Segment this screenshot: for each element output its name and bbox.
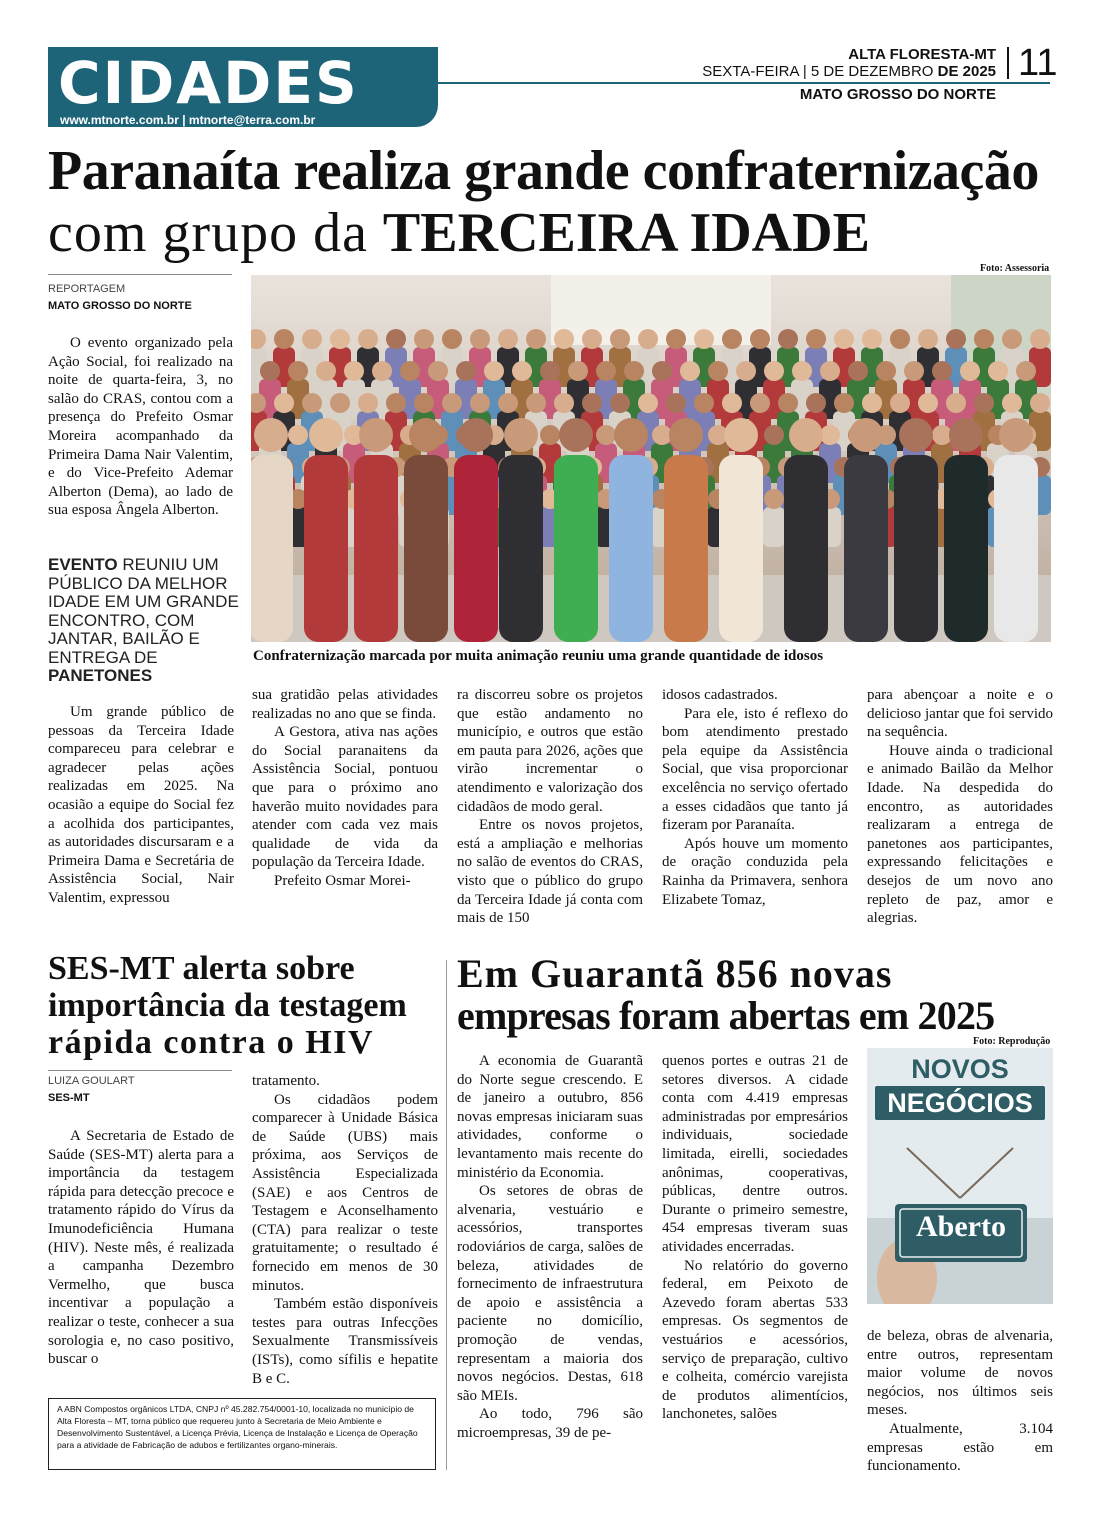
story1-group-photo xyxy=(251,275,1051,642)
story2-byline-label: LUIZA GOULART xyxy=(48,1075,135,1087)
headline-line-2 xyxy=(48,202,1058,264)
section-name: CIDADES xyxy=(58,49,359,117)
issue-year: DE 2025 xyxy=(937,63,996,80)
paragraph: ra discorreu sobre os projetos que estão andamento no município, e outros que estão em pauta para 2026, ações que virão incrementar o atendimento e valorização dos cidadãos de modo geral. xyxy=(457,687,643,815)
paragraph: de beleza, obras de alvenaria, entre outros, representam maior volume de novos negócios, nos últimos seis meses. xyxy=(867,1328,1053,1419)
sign-title xyxy=(867,1052,1053,1120)
story1-byline-name: MATO GROSSO DO NORTE xyxy=(48,300,192,312)
paragraph: Um grande público de pessoas da Terceira Idade compareceu para celebrar e agradecer pelas ações realizadas em 2025. Na ocasião a equipe do Social fez a acolhida dos participantes, as autoridades discursaram e a Primeira Dama e Secretária de Assistência Social, Nair Valentim, expressou xyxy=(48,704,234,906)
story1-pullquote xyxy=(48,556,248,686)
paragraph: Os cidadãos podem comparecer à Unidade Básica de Saúde (UBS) mais próxima, aos Serviços de Assistência Especializada (SAE) e aos Centros de Testagem e Aconselhamento (CTA) para realizar o teste gratuitamente; o resultado é fornecido em menos de 30 minutos. xyxy=(252,1091,438,1294)
byline-rule xyxy=(48,1070,232,1071)
story1-column-4 xyxy=(662,686,848,909)
sign-open-label: Aberto xyxy=(916,1210,1006,1243)
paragraph: Houve ainda o tradicional e animado Bailão da Melhor Idade. Na despedida do encontro, as autoridades realizaram a entrega de panetones aos participantes, expressando felicitações e desejos de um novo ano repleto de paz, amor e alegrias. xyxy=(867,742,1053,927)
paragraph: Prefeito Osmar Morei- xyxy=(274,872,411,889)
legal-notice: A ABN Compostos orgânicos LTDA, CNPJ nº 45.282.754/0001-10, localizada no município de Alta Floresta – MT, torna público que requereu junto à Secretaria de Meio Ambiente e Desenvolvimento Sustentável, a Licença Prévia, Licença de Instalação e Licença de Operação para a atividade de Fabricação de adubos e fertilizantes organo-minerais. xyxy=(48,1398,436,1470)
story2-headline xyxy=(48,950,443,1061)
column-divider xyxy=(446,960,447,1470)
story1-column-2 xyxy=(252,686,438,891)
paragraph: Após houve um momento de oração conduzida pela Rainha da Primavera, senhora Elizabete Tomaz, xyxy=(662,835,848,908)
issue-weekday-date: SEXTA-FEIRA | 5 DE DEZEMBRO xyxy=(702,63,934,80)
story1-headline xyxy=(48,140,1058,264)
header-rule xyxy=(438,82,1050,84)
story1-column-5 xyxy=(867,686,1053,928)
paragraph: sua gratidão pelas atividades realizadas no ano que se finda. xyxy=(252,687,438,722)
paragraph: A Gestora, ativa nas ações do Social paranaitens da Assistência Social, pontuou que para o próximo ano haverão muito novidades para atender com cada vez mais qualidade de vida da população da Terceira Idade. xyxy=(252,724,438,871)
story1-photo-credit: Foto: Assessoria xyxy=(980,263,1050,274)
story3-column-3 xyxy=(867,1327,1053,1476)
paragraph: idosos cadastrados. xyxy=(662,687,778,703)
byline-rule xyxy=(48,274,232,275)
paragraph: Entre os novos projetos, está a ampliação e melhorias no salão de eventos do CRAS, visto que o público do grupo da Terceira Idade já conta com mais de 150 xyxy=(457,817,643,927)
paragraph: Ao todo, 796 são microempresas, 39 de pe- xyxy=(457,1406,643,1441)
paragraph: Também estão disponíveis testes para outras Infecções Sexualmente Transmissíveis (ISTs), como sífilis e hepatite B e C. xyxy=(252,1296,438,1387)
pullquote-text: REUNIU UM PÚBLICO DA MELHOR IDADE EM UM GRANDE ENCONTRO, COM JANTAR, BAILÃO E ENTREGA DE xyxy=(48,555,239,667)
story2-headline-line-1: SES-MT alerta sobre xyxy=(48,950,355,987)
story3-headline xyxy=(457,953,1057,1037)
story3-column-1 xyxy=(457,1052,643,1442)
sign-title-line-2: NEGÓCIOS xyxy=(875,1086,1045,1120)
city-label: ALTA FLORESTA-MT xyxy=(848,46,996,63)
page-number: 11 xyxy=(1018,42,1058,84)
publisher-name: MATO GROSSO DO NORTE xyxy=(799,86,996,103)
story2-headline-line-3: rápida contra o HIV xyxy=(48,1024,374,1061)
story1-lead xyxy=(48,334,233,520)
page-separator xyxy=(1007,47,1009,79)
story1-photo-caption: Confraternização marcada por muita animação reuniu uma grande quantidade de idosos xyxy=(253,648,824,664)
paragraph: para abençoar a noite e o delicioso jantar que foi servido na sequência. xyxy=(867,687,1053,741)
paragraph: quenos portes e outras 21 de setores diversos. A cidade conta com 4.419 empresas administradas por empresários individuais, sociedade limitada, eirelli, sociedades anônimas, cooperativas, públicas, dentre outros. Durante o primeiro semestre, 454 empresas tiveram suas atividades encerradas. xyxy=(662,1053,848,1255)
story2-byline-name: SES-MT xyxy=(48,1092,90,1104)
pullquote-bold-start: EVENTO xyxy=(48,555,118,574)
story3-photo-credit: Foto: Reprodução xyxy=(973,1036,1051,1047)
story2-headline-line-2: importância da testagem xyxy=(48,987,407,1024)
story3-headline-line-1: Em Guarantã 856 novas xyxy=(457,951,893,996)
story3-column-2 xyxy=(662,1052,848,1424)
paragraph: Atualmente, 3.104 empresas estão em funcionamento. xyxy=(867,1420,1053,1475)
paragraph: tratamento. xyxy=(252,1073,320,1089)
story1-column-1 xyxy=(48,703,234,908)
story1-column-3 xyxy=(457,686,643,928)
paragraph: No relatório do governo federal, em Peixoto de Azevedo foram abertas 533 empresas. Os segmentos de vestuários e acessórios, serviço de preparação, cultivo e colheita, comércio varejista de produtos alimentícios, lanchonetes, salões xyxy=(662,1257,848,1423)
story2-column-1 xyxy=(48,1127,234,1369)
headline-line-2-text: com grupo da xyxy=(48,202,368,264)
sign-title-line-1: NOVOS xyxy=(911,1054,1009,1084)
story1-byline-label: REPORTAGEM xyxy=(48,283,126,295)
story2-column-2 xyxy=(252,1072,438,1388)
issue-date xyxy=(702,63,996,80)
paragraph: Para ele, isto é reflexo do bom atendimento prestado pela equipe da Assistência Social, que visa proporcionar excelência no serviço ofertado a esses cidadãos que tanto já fizeram por Paranaíta. xyxy=(662,705,848,834)
story3-headline-line-2: empresas foram abertas em 2025 xyxy=(457,993,995,1038)
paragraph: A Secretaria de Estado de Saúde (SES-MT) alerta para a importância da testagem rápida para detecção precoce e tratamento rápido do Vírus da Imunodeficiência Humana (HIV). Neste mês, é realizada a campanha Dezembro Vermelho, que busca incentivar a população a realizar o teste, conhecer a sua sorologia e, no caso positivo, buscar o xyxy=(48,1128,234,1368)
pullquote-bold-end: PANETONES xyxy=(48,666,153,685)
headline-emphasis: TERCEIRA IDADE xyxy=(382,202,870,264)
section-contact[interactable]: www.mtnorte.com.br | mtnorte@terra.com.br xyxy=(60,113,316,127)
paragraph: A economia de Guarantã do Norte segue crescendo. E de janeiro a outubro, 856 novas empresas iniciaram suas atividades, conforme o levantamento mais recente do ministério da Economia. xyxy=(457,1053,643,1181)
headline-line-1: Paranaíta realiza grande confraternização xyxy=(48,140,1039,202)
paragraph: Os setores de obras de alvenaria, vestuário e acessórios, transportes rodoviários de carga, salões de beleza, atividades de fornecimento de infraestrutura de apoio e assistência a paciente no domicílio, promoção de vendas, representam a maioria dos novos negócios. Destas, 618 são MEIs. xyxy=(457,1183,643,1404)
lead-paragraph: O evento organizado pela Ação Social, foi realizado na noite de quarta-feira, 3, no salão do CRAS, contou com a presença do Prefeito Osmar Moreira acompanhado da Primeira Dama Nair Valentim, e do Vice-Prefeito Ademar Alberton (Dema), ao lado de sua esposa Ângela Alberton. xyxy=(48,335,233,519)
group-photo-illustration xyxy=(251,275,1051,642)
